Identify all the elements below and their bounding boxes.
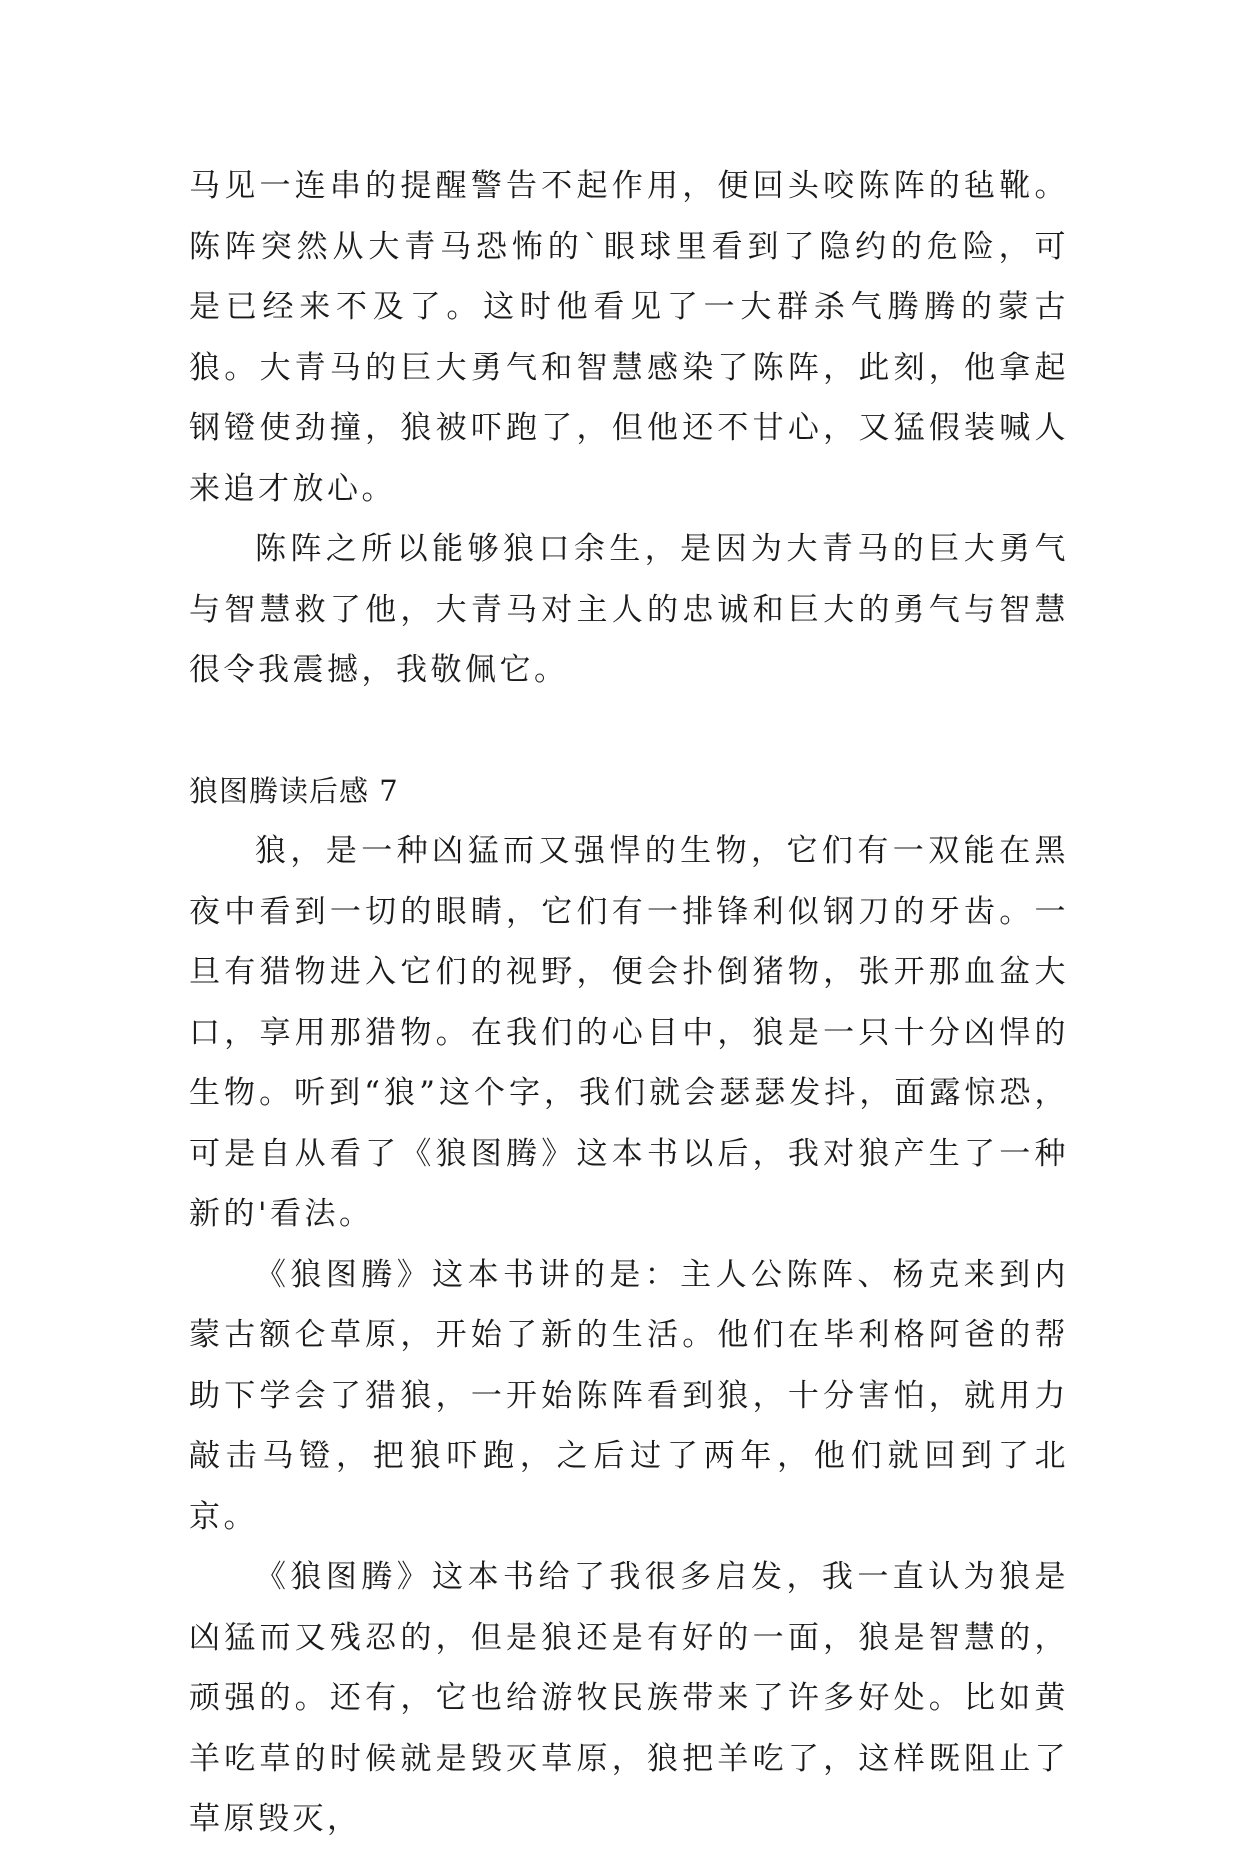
paragraph: 狼，是一种凶猛而又强悍的生物，它们有一双能在黑夜中看到一切的眼睛，它们有一排锋利似钢刀的牙齿。一旦有猎物进入它们的视野，便会扑倒猪物，张开那血盆大口，享用那猎物。在我们的心目中，狼是一只十分凶悍的生物。听到“狼”这个字，我们就会瑟瑟发抖，面露惊恐，可是自从看了《狼图腾》这本书以后，我对狼产生了一种新的'看法。	[189, 833, 1069, 1232]
section-gap	[189, 701, 1069, 761]
paragraph: 《狼图腾》这本书讲的是：主人公陈阵、杨克来到内蒙古额仑草原，开始了新的生活。他们在毕利格阿爸的帮助下学会了猎狼，一开始陈阵看到狼，十分害怕，就用力敲击马镫，把狼吓跑，之后过了两年，他们就回到了北京。	[189, 1256, 1069, 1535]
document-body	[189, 156, 1069, 1850]
paragraph: 陈阵之所以能够狼口余生，是因为大青马的巨大勇气与智慧救了他，大青马对主人的忠诚和巨大的勇气与智慧很令我震撼，我敬佩它。	[189, 531, 1069, 688]
section-heading: 狼图腾读后感 7	[189, 773, 399, 808]
paragraph: 《狼图腾》这本书给了我很多启发，我一直认为狼是凶猛而又残忍的，但是狼还是有好的一面，狼是智慧的，顽强的。还有，它也给游牧民族带来了许多好处。比如黄羊吃草的时候就是毁灭草原，狼把羊吃了，这样既阻止了草原毁灭，	[189, 1559, 1069, 1837]
paragraph-continued: 马见一连串的提醒警告不起作用，便回头咬陈阵的毡靴。陈阵突然从大青马恐怖的`眼球里看到了隐约的危险，可是已经来不及了。这时他看见了一大群杀气腾腾的蒙古狼。大青马的巨大勇气和智慧感染了陈阵，此刻，他拿起钢镫使劲撞，狼被吓跑了，但他还不甘心，又猛假装喊人来追才放心。	[189, 168, 1069, 507]
